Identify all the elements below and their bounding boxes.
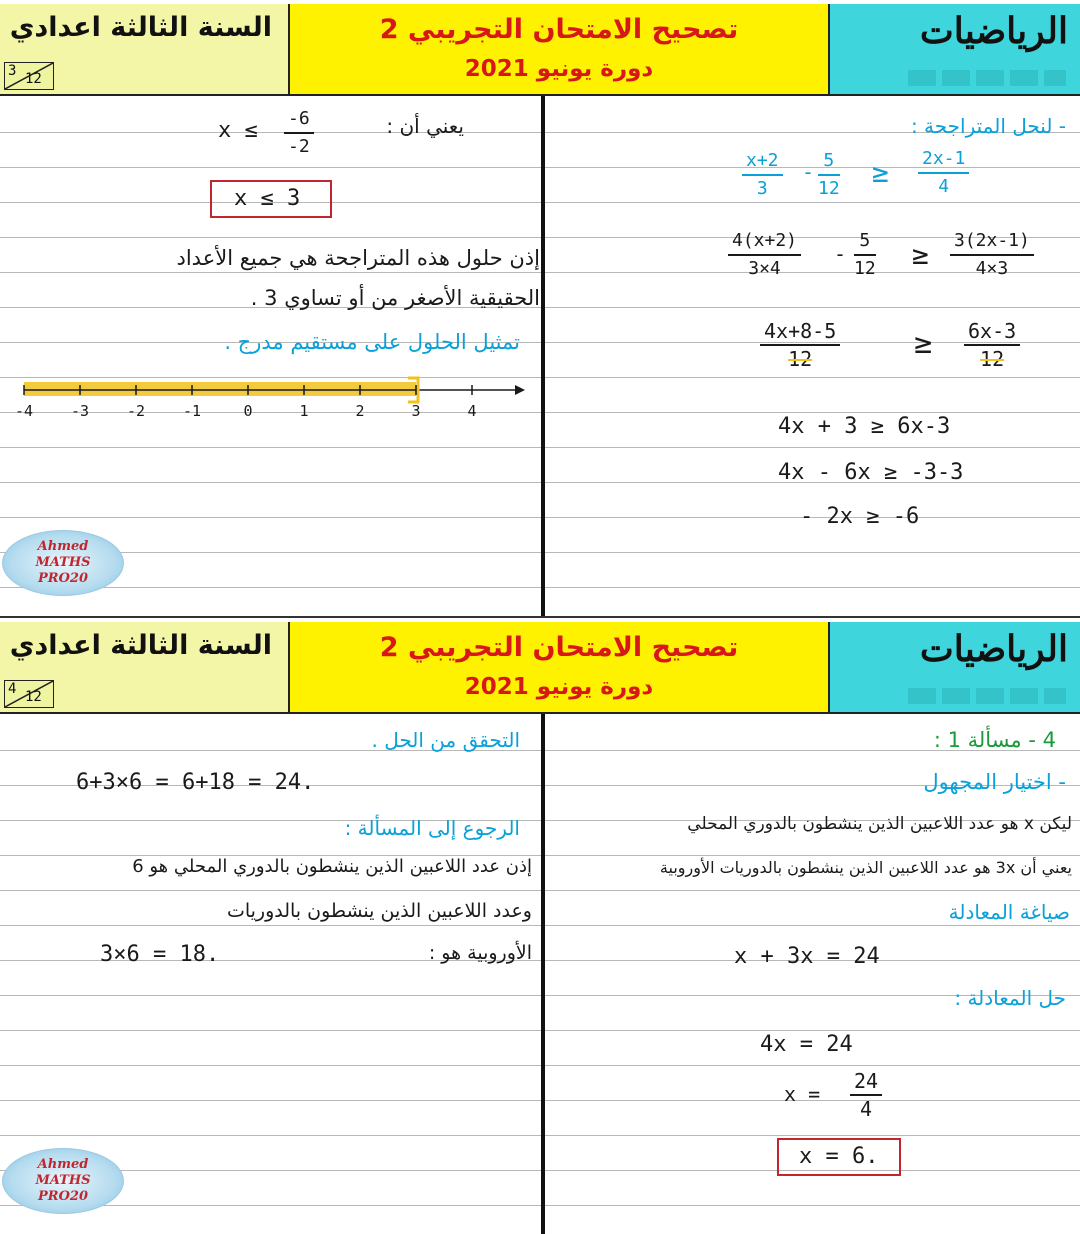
result-box — [210, 180, 332, 218]
page-number-badge — [4, 62, 54, 90]
fraction-5-over-12: $\frac{5}{12}$ — [854, 230, 876, 279]
subject-box — [830, 622, 1080, 712]
fraction-x-plus-2-over-3: $\frac{x+2}{3}$ — [742, 148, 783, 202]
that-means-label: يعني أن : — [386, 114, 464, 138]
fraction-minus6-over-minus2: $\frac{-6}{-2}$ — [284, 106, 314, 160]
inequality-line-4: 4x + 3 ≥ 6x-3 — [778, 414, 951, 439]
logo-line-3: PRO20 — [38, 571, 88, 586]
tick-label: 0 — [243, 402, 253, 420]
exam-title: تصحيح الامتحان التجريبي 2 — [379, 632, 739, 663]
tick-label: 4 — [467, 402, 477, 420]
tick-label: 3 — [411, 402, 421, 420]
conclusion-line-2: وعدد اللاعبين الذين ينشطون بالدوريات — [226, 900, 532, 922]
minus-sign: - — [834, 242, 847, 266]
page-number: 4 — [8, 681, 17, 697]
page-header — [0, 622, 1080, 714]
tick-label: -3 — [70, 402, 90, 420]
subject-reflection-decoration — [908, 66, 1068, 90]
fraction-24-over-4: $\frac{24}{4}$ — [850, 1068, 882, 1122]
number-line — [10, 372, 530, 432]
column-divider — [541, 714, 545, 1234]
axis-arrow — [515, 385, 525, 395]
tick-label: -4 — [14, 402, 34, 420]
watermark-logo — [2, 1148, 124, 1214]
fraction-5-over-12: $\frac{5}{12}$ — [818, 150, 840, 199]
subject-title: الرياضيات — [919, 10, 1068, 52]
verify-solution-label: التحقق من الحل . — [371, 728, 520, 752]
conclusion-calc: 3×6 = 18. — [100, 942, 220, 967]
grade-level: السنة الثالثة اعدادي — [9, 630, 272, 661]
fraction-4x-plus-8-minus-5-over-12: $\frac{4x+8-5}{12}$ — [760, 318, 840, 372]
grade-level-box — [0, 622, 290, 712]
equation-x-plus-3x: x + 3x = 24 — [734, 944, 880, 969]
page-header — [0, 4, 1080, 96]
equation-x-equals: x = — [784, 1082, 821, 1106]
representation-label: تمثيل الحلول على مستقيم مدرج . — [224, 330, 520, 354]
fraction-3-2x-minus-1-over-4x3: $\frac{3(2x-1)}{4\times 3}$ — [950, 228, 1034, 282]
result-x-le-3: x ≤ 3 — [234, 186, 301, 211]
x-less-equal: x ≤ — [218, 118, 258, 143]
let-3x-sentence: يعني أن 3x هو عدد اللاعبين الذين ينشطون بالدوريات الأوروبية — [659, 858, 1072, 877]
inequality-heading: - لنحل المتراجحة : — [910, 114, 1066, 138]
column-divider — [541, 96, 545, 616]
exam-title-box — [290, 4, 830, 94]
back-to-problem-label: الرجوع إلى المسألة : — [344, 816, 520, 840]
tick-label: -2 — [126, 402, 146, 420]
choose-unknown-label: - اختيار المجهول — [923, 770, 1066, 794]
worksheet-page-3 — [0, 0, 1080, 616]
equation-4x-24: 4x = 24 — [760, 1032, 853, 1057]
subject-reflection-decoration — [908, 684, 1068, 708]
tick-label: -1 — [182, 402, 202, 420]
logo-line-1: Ahmed — [37, 1157, 89, 1172]
page-total: 12 — [25, 689, 42, 705]
fraction-6x-minus-3-over-12: $\frac{6x-3}{12}$ — [964, 318, 1020, 372]
page-total: 12 — [25, 71, 42, 87]
answer-box — [777, 1138, 901, 1176]
inequality-line-5: 4x - 6x ≥ -3-3 — [778, 460, 964, 485]
tick-label: 2 — [355, 402, 365, 420]
subject-box — [830, 4, 1080, 94]
exam-session: دورة يونيو 2021 — [464, 56, 654, 82]
grade-level-box — [0, 4, 290, 94]
logo-line-2: MATHS — [35, 555, 91, 570]
answer-x-equals-6: x = 6. — [799, 1144, 879, 1169]
exam-title-box — [290, 622, 830, 712]
conclusion-line-3: الأوروبية هو : — [428, 942, 532, 964]
logo-line-2: MATHS — [35, 1173, 91, 1188]
greater-equal-sign: ≥ — [912, 238, 929, 271]
solution-sentence-2: الحقيقية الأصغر من أو تساوي 3 . — [250, 286, 540, 310]
verification-calc: 6+3×6 = 6+18 = 24. — [76, 770, 315, 795]
fraction-2x-minus-1-over-4: $\frac{2x-1}{4}$ — [918, 146, 969, 200]
solve-equation-label: حل المعادلة : — [954, 986, 1066, 1010]
page-number: 3 — [8, 63, 17, 79]
fraction-4-x-plus-2-over-3x4: $\frac{4(x+2)}{3\times 4}$ — [728, 228, 801, 282]
logo-line-3: PRO20 — [38, 1189, 88, 1204]
watermark-logo — [2, 530, 124, 596]
logo-line-1: Ahmed — [37, 539, 89, 554]
grade-level: السنة الثالثة اعدادي — [9, 12, 272, 43]
solution-sentence-1: إذن حلول هذه المتراجحة هي جميع الأعداد — [176, 246, 540, 270]
tick-label: 1 — [299, 402, 309, 420]
conclusion-line-1: إذن عدد اللاعبين الذين ينشطون بالدوري المحلي هو 6 — [132, 856, 532, 877]
let-x-sentence: ليكن x هو عدد اللاعبين الذين ينشطون بالدوري المحلي — [687, 814, 1072, 834]
formulate-equation-label: صياغة المعادلة — [948, 900, 1070, 924]
page-number-badge — [4, 680, 54, 708]
subject-title: الرياضيات — [919, 628, 1068, 670]
solution-highlight — [24, 382, 416, 396]
exam-session: دورة يونيو 2021 — [464, 674, 654, 700]
problem-heading: 4 - مسألة 1 : — [933, 728, 1056, 752]
greater-equal-sign: ≥ — [914, 326, 933, 361]
greater-equal-sign: ≥ — [872, 156, 889, 189]
minus-sign: - — [802, 160, 815, 184]
exam-title: تصحيح الامتحان التجريبي 2 — [379, 14, 739, 45]
worksheet-page-4 — [0, 616, 1080, 1234]
inequality-line-6: - 2x ≥ -6 — [800, 504, 920, 529]
